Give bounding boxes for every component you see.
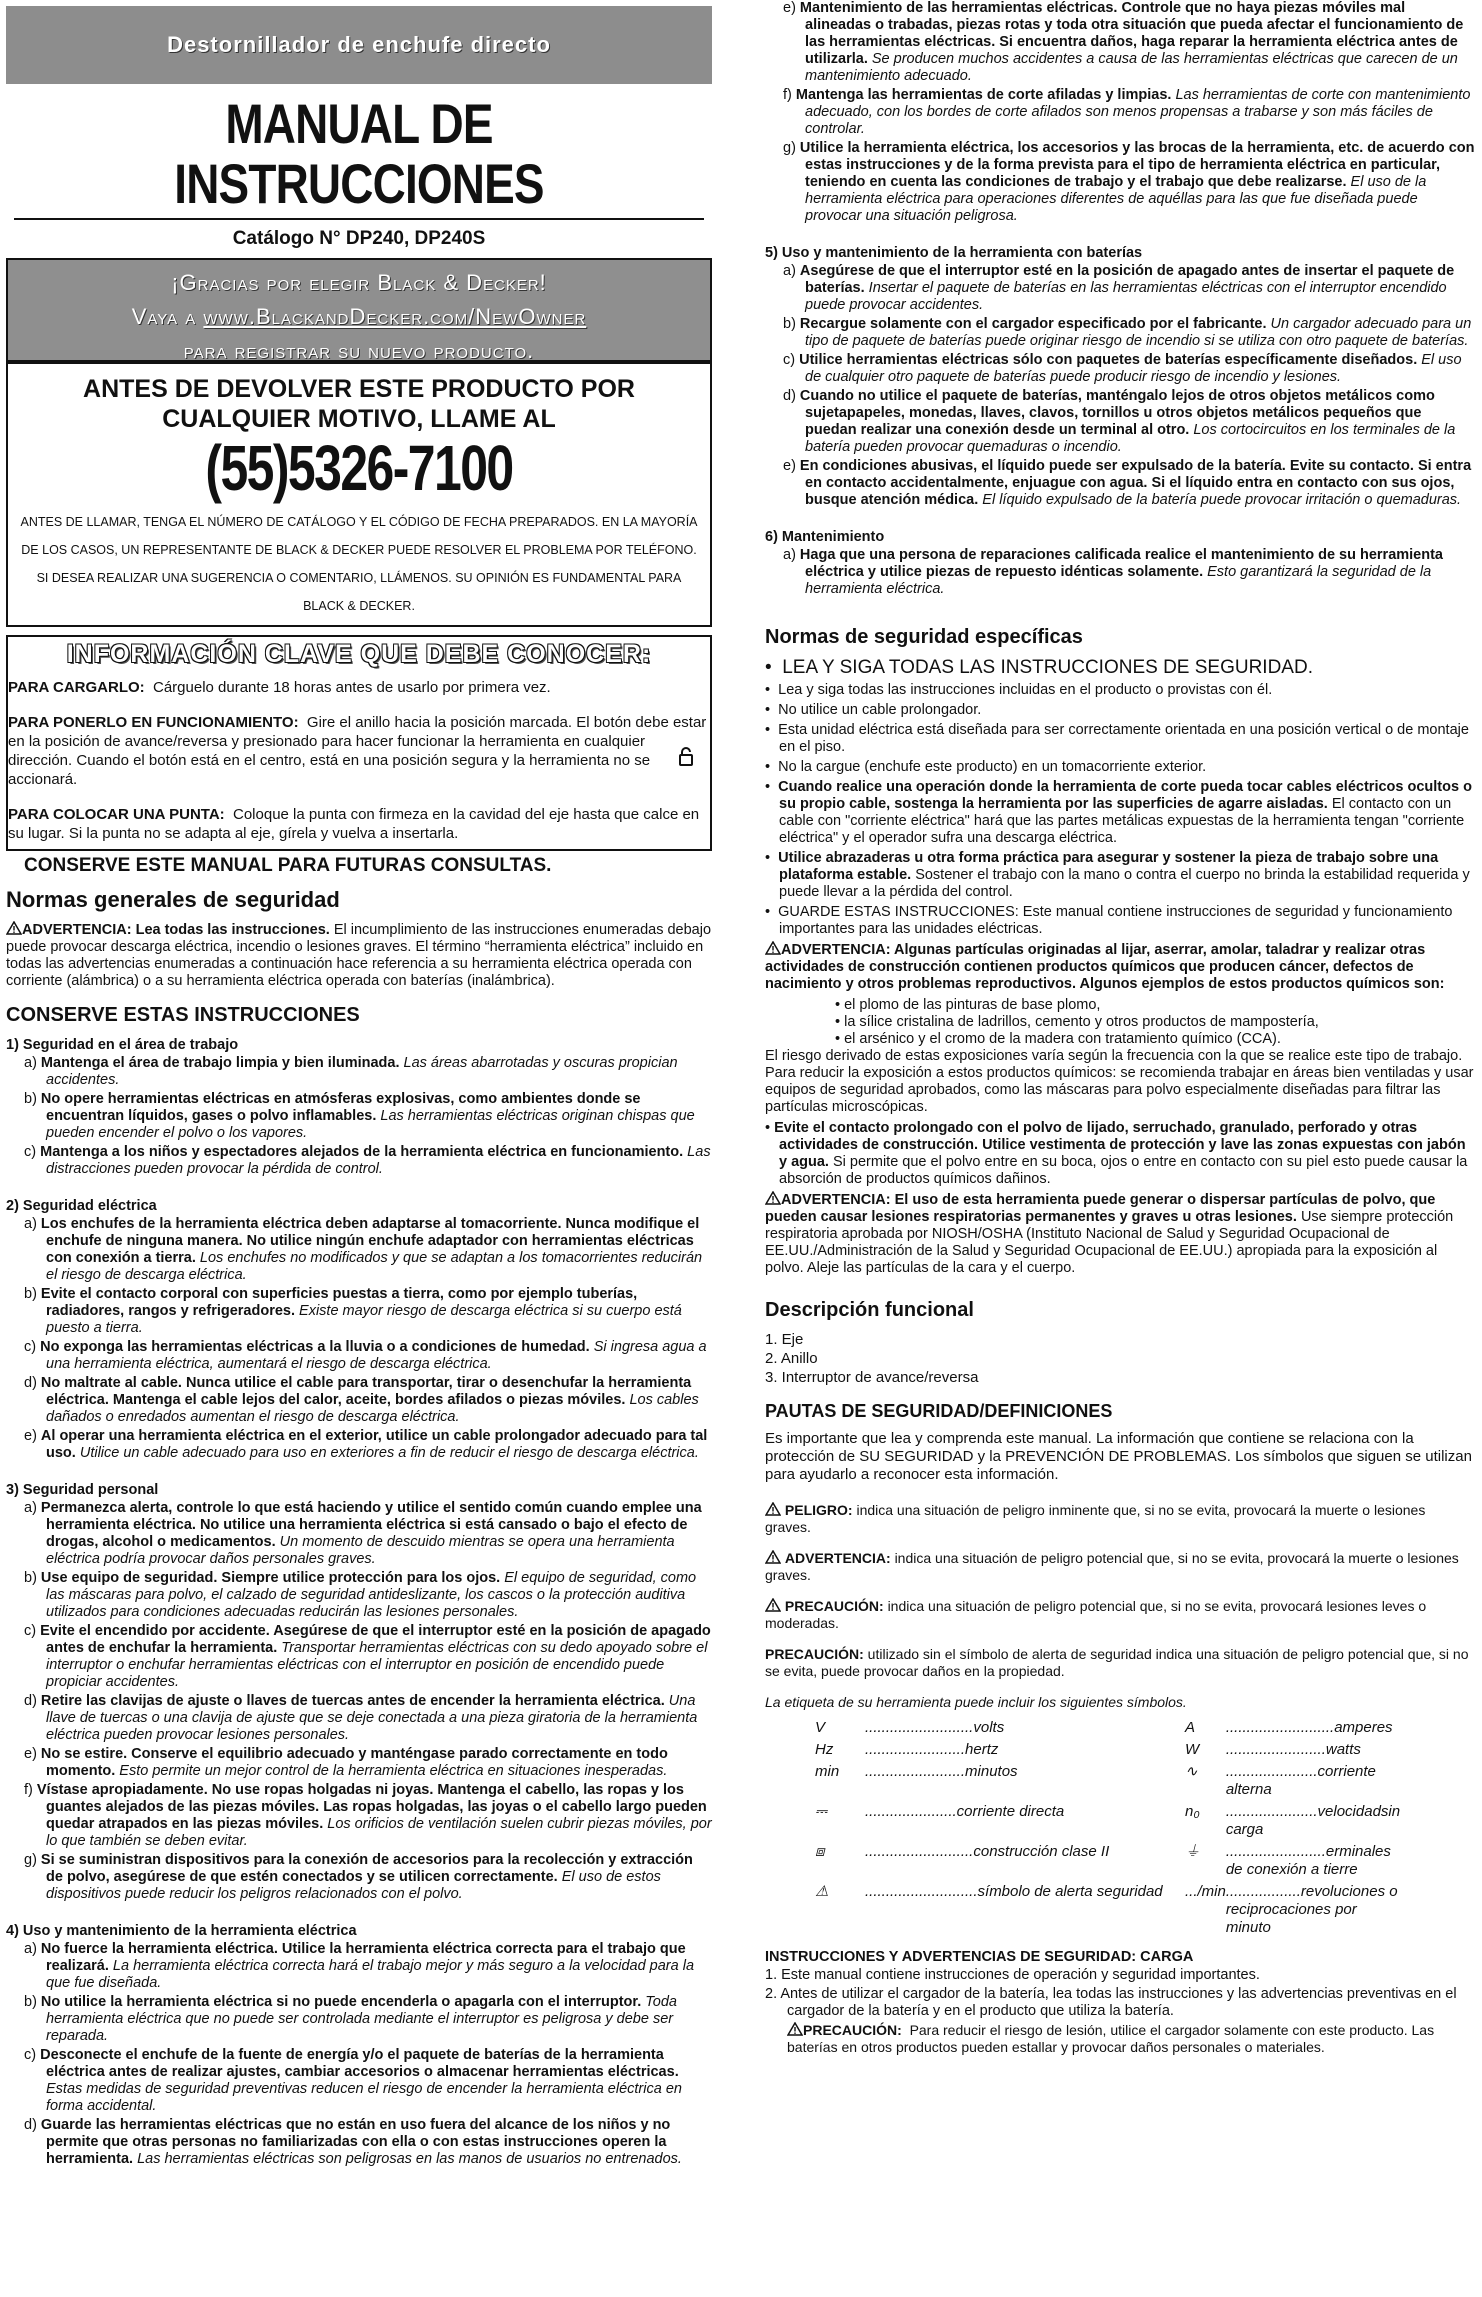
general-warning <box>6 921 712 990</box>
run-text: Gire el anillo hacia la posición marcada. El botón debe estar en la posición de avance/reversa y presionado para hacer funcionar la herramienta en cualquier dirección. Cuando el botón está en el centro, está en una posición segura y la herramienta no se accionará. <box>8 714 707 788</box>
avoid-bullet: • Evite el contacto prolongado con el polvo de lijado, serruchado, granulado, perforado y otras actividades de construcción. Utilice vestimenta de protección y lave las zonas expuestas con jabón y agua. Si permite que el polvo entre en su boca, ojos o entre en contacto con su piel esto puede causar la absorción de productos químicos dañinos. <box>765 1120 1468 1187</box>
symbol-left: ⎓ <box>815 1803 827 1820</box>
item-bold: Recargue solamente con el cargador especificado por el fabricante. <box>799 316 1267 332</box>
dust-warning-text: Use siempre protección respiratoria aprobada por NIOSH/OSHA (Instituto Nacional de Salud y Seguridad Ocupacional de EE.UU./Administración de la Salud y Seguridad Ocupacional de EE.UU.) apropiada para la exposición al polvo. Aleje las partículas de la cara y el cuerpo. <box>765 1209 1454 1276</box>
list-item <box>765 263 1475 314</box>
symbol-left: V <box>815 1719 826 1736</box>
symbols-intro: La etiqueta de su herramienta puede incluir los siguientes símbolos. <box>765 1694 1187 1710</box>
symbol-left-text: ........................minutos <box>865 1763 1018 1780</box>
item-letter: a) <box>783 263 800 279</box>
item-italic: Estas medidas de seguridad preventivas reducen el riesgo de encender la herramienta eléctrica en forma accidental. <box>46 2081 682 2114</box>
symbol-row <box>815 1881 1406 1939</box>
registration-box <box>6 258 712 362</box>
list-item <box>6 1216 712 1284</box>
precaucion-text: indica una situación de peligro potencial que, si no se evita, provocará lesiones leves o moderadas. <box>765 1598 1427 1631</box>
item-italic: Toda herramienta eléctrica que no puede ser controlada mediante el interruptor es peligrosa y debe ser reparada. <box>46 1994 677 2044</box>
carga-caution-label: PRECAUCIÓN: <box>803 2022 902 2038</box>
item-letter: a) <box>783 547 800 563</box>
item-bold: Haga que una persona de reparaciones calificada realice el mantenimiento de su herramienta eléctrica y utilice piezas de repuesto idénticas solamente. <box>799 547 1443 580</box>
symbol-left: ⚠ <box>815 1883 829 1900</box>
peligro-label: PELIGRO: <box>784 1502 853 1518</box>
spacer <box>765 227 1475 239</box>
item-letter: a) <box>24 1500 41 1516</box>
symbol-left: min <box>815 1763 840 1780</box>
run-label: PARA PONERLO EN FUNCIONAMIENTO: <box>8 714 299 731</box>
item-letter: g) <box>24 1852 41 1868</box>
item-italic: El uso de cualquier otro paquete de baterías puede producir riesgo de incendio y lesiones. <box>805 352 1462 385</box>
bullet-text: Esta unidad eléctrica está diseñada para ser correctamente orientada en una posición vertical o de montaje en el piso. <box>778 722 1469 755</box>
symbol-left-text: ..........................construcción clase II <box>865 1843 1110 1860</box>
tip-text: Coloque la punta con firmeza en la cavidad del eje hasta que calce en su lugar. Si la punta no se adapta al eje, gírela y vuelva a insertarla. <box>8 806 700 842</box>
item-letter: e) <box>783 458 800 474</box>
item-bold: Use equipo de seguridad. Siempre utilice protección para los ojos. <box>40 1570 501 1586</box>
symbol-right: A <box>1185 1719 1196 1736</box>
item-italic: Las herramientas eléctricas son peligrosas en las manos de usuarios no entrenados. <box>133 2151 682 2167</box>
list-item <box>6 1500 712 1568</box>
item-italic: Si ingresa agua a una herramienta eléctrica, aumentará el riesgo de descarga eléctrica. <box>46 1339 707 1372</box>
list-item <box>6 1941 712 1992</box>
item-bold: No se estire. Conserve el equilibrio adecuado y manténgase parado correctamente en todo momento. <box>40 1746 668 1779</box>
symbol-row <box>815 1841 1406 1881</box>
symbol-left: ⧈ <box>815 1843 825 1860</box>
tip-label: PARA COLOCAR UNA PUNTA: <box>8 806 225 823</box>
list-item <box>6 1782 712 1850</box>
bullet-item: • Esta unidad eléctrica está diseñada para ser correctamente orientada en una posición vertical o de montaje en el piso. <box>765 722 1469 755</box>
item-bold: Cuando no utilice el paquete de baterías, manténgalo lejos de otros objetos metálicos como sujetapapeles, monedas, llaves, clavos, tornillos u otros objetos metálicos pequeños que puedan realizar una conexión desde un terminal al otro. <box>799 388 1435 438</box>
dust-warning-bold: ADVERTENCIA: El uso de esta herramienta puede generar o dispersar partículas de polvo, que pueden causar lesiones respiratorias permanentes y graves u otras lesiones. <box>765 1192 1436 1225</box>
left-sections <box>6 1037 712 2182</box>
dust-warning <box>765 1191 1475 1277</box>
list-item <box>765 388 1475 456</box>
chem-warning-text: ADVERTENCIA: Algunas partículas originadas al lijar, aserrar, amolar, taladrar y realizar otras actividades de construcción contienen productos químicos que producen cáncer, defectos de nacimiento y otros problemas reproductivos. Algunos ejemplos de estos productos químicos son: <box>765 942 1445 992</box>
bullet-text: El contacto con un cable con "corriente eléctrica" hará que las partes metálicas expuestas de la herramienta tengan "corriente eléctrica" y el operador sufra una descarga eléctrica. <box>779 796 1465 846</box>
lead-text: LEA Y SIGA TODAS LAS INSTRUCCIONES DE SEGURIDAD. <box>782 657 1313 678</box>
bullet-bold: Utilice abrazaderas u otra forma práctica para asegurar y sostener la pieza de trabajo sobre una plataforma estable. <box>778 850 1439 883</box>
warning-icon <box>765 1550 781 1564</box>
carga-item: 1. Este manual contiene instrucciones de operación y seguridad importantes. <box>765 1967 1260 1983</box>
warning-icon <box>765 1502 781 1516</box>
item-bold: Mantenga a los niños y espectadores alejados de la herramienta eléctrica en funcionamiento. <box>40 1144 684 1160</box>
item-letter: b) <box>24 1570 41 1586</box>
symbol-right-text: ......................velocidadsin carga <box>1225 1803 1401 1838</box>
advertencia-label: ADVERTENCIA: <box>784 1550 891 1566</box>
symbol-right-text: ..................revoluciones o reciprocaciones por minuto <box>1225 1883 1398 1936</box>
warning-icon <box>6 921 22 935</box>
item-letter: d) <box>783 388 800 404</box>
left-column <box>6 0 712 2182</box>
item-italic: El líquido expulsado de la batería puede provocar irritación o quemaduras. <box>978 492 1462 508</box>
phone-number: (55)5326-7100 <box>205 432 513 504</box>
bullet-text: No utilice un cable prolongador. <box>778 702 982 718</box>
spacer <box>6 2170 712 2182</box>
bullet-item: • Utilice abrazaderas u otra forma práctica para asegurar y sostener la pieza de trabajo sobre una plataforma estable. Sostener el trabajo con la mano o contra el cuerpo no brinda la estabilidad requerida y puede llevar a la pérdida del control. <box>765 850 1470 900</box>
symbol-row <box>815 1739 1406 1761</box>
phone-heading: ANTES DE DEVOLVER ESTE PRODUCTO POR CUALQUIER MOTIVO, LLAME AL <box>83 375 635 433</box>
item-italic: Existe mayor riesgo de descarga eléctrica si su cuerpo está puesto a tierra. <box>46 1303 682 1336</box>
item-italic: Utilice un cable adecuado para uso en exteriores a fin de reducir el riesgo de descarga eléctrica. <box>75 1445 699 1461</box>
item-italic: El uso de la herramienta eléctrica para operaciones diferentes de aquéllas para las que fue diseñada puede provocar una situación peligrosa. <box>805 174 1427 224</box>
charge-text: Cárguelo durante 18 horas antes de usarlo por primera vez. <box>153 679 551 696</box>
section-title: 5) Uso y mantenimiento de la herramienta con baterías <box>765 245 1143 261</box>
pautas-title: PAUTAS DE SEGURIDAD/DEFINICIONES <box>765 1401 1113 1421</box>
description-item: 2. Anillo <box>765 1350 818 1367</box>
symbol-right-text: ..........................amperes <box>1225 1719 1393 1736</box>
spacer <box>6 1905 712 1917</box>
item-bold: No opere herramientas eléctricas en atmósferas explosivas, como ambientes donde se encuentran líquidos, gases o polvo inflamables. <box>40 1091 641 1124</box>
item-letter: f) <box>24 1782 37 1798</box>
item-bold: Si se suministran dispositivos para la conexión de accesorios para la recolección y extracción de polvo, asegúrese de que estén conectados y se utilicen correctamente. <box>40 1852 693 1885</box>
section-title: 1) Seguridad en el área de trabajo <box>6 1037 239 1053</box>
precaucion-label: PRECAUCIÓN: <box>784 1598 884 1614</box>
right-top-items <box>765 0 1475 225</box>
item-letter: d) <box>24 2117 41 2133</box>
bullet-text: GUARDE ESTAS INSTRUCCIONES: Este manual contiene instrucciones de seguridad y funcionamiento importantes para las unidades eléctricas. <box>778 904 1453 937</box>
bullet-text: Lea y siga todas las instrucciones incluidas en el producto o provistas con él. <box>778 682 1273 698</box>
carga-title: INSTRUCCIONES Y ADVERTENCIAS DE SEGURIDAD: CARGA <box>765 1949 1194 1965</box>
item-letter: d) <box>24 1375 41 1391</box>
item-bold: No fuerce la herramienta eléctrica. Utilice la herramienta eléctrica correcta para el trabajo que realizará. <box>40 1941 686 1974</box>
symbol-left-text: ..........................volts <box>865 1719 1005 1736</box>
symbol-right-text: ........................watts <box>1225 1741 1361 1758</box>
conserve-manual: CONSERVE ESTE MANUAL PARA FUTURAS CONSULTAS. <box>24 855 552 876</box>
item-letter: a) <box>24 1055 41 1071</box>
peligro-def <box>765 1502 1475 1536</box>
item-bold: Utilice la herramienta eléctrica, los accesorios y las brocas de la herramienta, etc. de acuerdo con estas instrucciones y de la forma prevista para el tipo de herramienta eléctrica en particular, teniendo en cuenta las condiciones de trabajo y el trabajo que debe realizarse. <box>799 140 1475 190</box>
bullet-item: • No la cargue (enchufe este producto) en un tomacorriente exterior. <box>765 759 1207 775</box>
item-italic: Los orificios de ventilación suelen cubrir piezas móviles, por lo que también se deben evitar. <box>46 1816 712 1849</box>
item-italic: La herramienta eléctrica correcta hará el trabajo mejor y más seguro a la velocidad para la que fue diseñada. <box>46 1958 695 1991</box>
list-item <box>6 1746 712 1780</box>
item-bold: Retire las clavijas de ajuste o llaves de tuercas antes de encender la herramienta eléctrica. <box>40 1693 665 1709</box>
symbol-left: Hz <box>815 1741 834 1758</box>
symbol-right-text: ......................corriente alterna <box>1225 1763 1376 1798</box>
item-letter: e) <box>783 0 800 16</box>
gracias-line2 <box>8 300 710 334</box>
item-letter: b) <box>24 1091 41 1107</box>
item-letter: c) <box>24 2047 41 2063</box>
item-italic: Insertar el paquete de baterías en las herramientas eléctricas con el interruptor encendido puede provocar accidentes. <box>805 280 1447 313</box>
spacer <box>6 1180 712 1192</box>
avoid-bold: Evite el contacto prolongado con el polvo de lijado, serruchado, granulado, perforado y otras actividades de construcción. Utilice vestimenta de protección y lave las zonas expuestas con jabón y agua. <box>774 1120 1466 1170</box>
item-bold: No maltrate al cable. Nunca utilice el cable para transportar, tirar o desenchufar la herramienta eléctrica. Mantenga el cable lejos del calor, aceite, bordes afilados o piezas móviles. <box>40 1375 692 1408</box>
key-info-box <box>6 635 712 851</box>
list-item <box>6 1570 712 1621</box>
list-item <box>6 1286 712 1337</box>
chemical-item: • el arsénico y el cromo de la madera con tratamiento químico (CCA). <box>835 1031 1281 1047</box>
run-info <box>8 713 710 789</box>
symbols-table <box>815 1717 1406 1939</box>
symbol-row <box>815 1801 1406 1841</box>
list-item <box>765 140 1475 225</box>
list-item <box>765 316 1475 350</box>
item-letter: a) <box>24 1941 41 1957</box>
spacer <box>6 1464 712 1476</box>
pautas-intro: Es importante que lea y comprenda este manual. La información que contiene se relaciona con la protección de SU SEGURIDAD y la PREVENCIÓN DE PROBLEMAS. Los símbolos que siguen se utilizan para ayudarlo a reconocer esta información. <box>765 1430 1472 1483</box>
gracias-line1: ¡Gracias por elegir Black & Decker! <box>171 270 547 295</box>
spacer <box>765 600 1475 612</box>
bullet-bold: Cuando realice una operación donde la herramienta de corte pueda tocar cables eléctricos ocultos o su propio cable, sostenga la herramienta por las superficies de agarre aisladas. <box>778 779 1472 812</box>
section-title: 6) Mantenimiento <box>765 529 885 545</box>
especificas-title: Normas de seguridad específicas <box>765 626 1083 648</box>
item-bold: No utilice la herramienta eléctrica si no puede encenderla o apagarla con el interruptor. <box>40 1994 642 2010</box>
precaucion2-text: utilizado sin el símbolo de alerta de seguridad indica una situación de peligro potencial que, si no se evita, puede provocar daños en la propiedad. <box>765 1646 1469 1679</box>
peligro-text: indica una situación de peligro inminente que, si no se evita, provocará la muerte o lesiones graves. <box>765 1502 1426 1535</box>
item-letter: e) <box>24 1428 41 1444</box>
avoid-text: Si permite que el polvo entre en su boca, ojos o entre en contacto con su piel esto puede causar la absorción de productos químicos dañinos. <box>779 1154 1468 1187</box>
symbol-left-text: ...........................símbolo de alerta seguridad <box>865 1883 1163 1900</box>
advertencia-text: indica una situación de peligro potencial que, si no se evita, provocará la muerte o lesiones graves. <box>765 1550 1459 1583</box>
gracias-line3: para registrar su nuevo producto. <box>183 338 535 363</box>
chemical-item: • la sílice cristalina de ladrillos, cemento y otros productos de mampostería, <box>835 1014 1319 1030</box>
warning-label: ADVERTENCIA: Lea todas las instrucciones. <box>22 922 330 938</box>
item-bold: No exponga las herramientas eléctricas a la lluvia o a condiciones de humedad. <box>40 1339 590 1355</box>
item-italic: Las herramientas eléctricas originan chispas que pueden encender el polvo o los vapores. <box>46 1108 695 1141</box>
section-title: 3) Seguridad personal <box>6 1482 159 1498</box>
catalog-number: Catálogo N° DP240, DP240S <box>232 228 486 249</box>
list-item <box>6 1091 712 1142</box>
precaucion2-def <box>765 1646 1475 1680</box>
precaucion2-label: PRECAUCIÓN: <box>765 1646 864 1662</box>
list-item <box>6 1144 712 1178</box>
item-italic: Las herramientas de corte con mantenimiento adecuado, con los bordes de corte afilados son menos propensas a trabarse y son más fáciles de controlar. <box>805 87 1471 137</box>
item-bold: Mantenimiento de las herramientas eléctricas. Controle que no haya piezas móviles mal alineadas o trabadas, piezas rotas y toda otra situación que pueda afectar el funcionamiento de las herramientas eléctricas. Si encuentra daños, haga reparar la herramienta eléctrica antes de utilizarla. <box>799 0 1464 67</box>
list-item <box>6 2047 712 2115</box>
warning-icon <box>765 941 781 955</box>
carga-caution <box>765 2022 1475 2056</box>
item-italic: Un momento de descuido mientras se opera una herramienta eléctrica podría provocar daños personales graves. <box>46 1534 675 1567</box>
bullet-text: Sostener el trabajo con la mano o contra el cuerpo no brinda la estabilidad requerida y puede llevar a la pérdida del control. <box>779 867 1470 900</box>
key-info-title: INFORMACIÓN CLAVE QUE DEBE CONOCER: <box>66 640 652 668</box>
item-bold: Vístase apropiadamente. No use ropas holgadas ni joyas. Mantenga el cabello, las ropas y los guantes alejados de las piezas móviles. Las ropas holgadas, las joyas o el cabello largo pueden quedar atrapados en las piezas móviles. <box>36 1782 707 1832</box>
risk-text: El riesgo derivado de estas exposiciones varía según la frecuencia con la que se realice este tipo de trabajo. Para reducir la exposición a estos productos químicos: se recomienda trabajar en áreas bien ventiladas y usar equipos de seguridad aprobados, como las máscaras para polvo especialmente diseñadas para filtrar las partículas microscópicas. <box>765 1048 1474 1115</box>
item-bold: Mantenga las herramientas de corte afiladas y limpias. <box>795 87 1172 103</box>
item-italic: Las áreas abarrotadas y oscuras propician accidentes. <box>46 1055 678 1088</box>
conserve-instructions: CONSERVE ESTAS INSTRUCCIONES <box>6 1004 360 1026</box>
chemical-item: • el plomo de las pinturas de base plomo, <box>835 997 1101 1013</box>
item-bold: En condiciones abusivas, el líquido puede ser expulsado de la batería. Evite su contacto. Si entra en contacto accidentalmente, enjuague con agua. Si el líquido entra en contacto con sus ojos, busque atención médica. <box>799 458 1472 508</box>
item-bold: Evite el contacto corporal con superficies puestas a tierra, como por ejemplo tuberías, radiadores, rangos y refrigeradores. <box>40 1286 638 1319</box>
description-item: 3. Interruptor de avance/reversa <box>765 1369 979 1386</box>
symbol-right: .../min <box>1185 1883 1226 1900</box>
item-letter: f) <box>783 87 796 103</box>
list-item <box>6 1055 712 1089</box>
list-item <box>6 1994 712 2045</box>
list-item <box>765 87 1475 138</box>
symbol-left-text: ........................hertz <box>865 1741 999 1758</box>
item-bold: Desconecte el enchufe de la fuente de energía y/o el paquete de baterías de la herramienta eléctrica antes de realizar ajustes, cambiar accesorios o almacenar herramientas eléctricas. <box>40 2047 679 2080</box>
tip-info <box>8 805 710 843</box>
item-letter: c) <box>783 352 800 368</box>
carga-item: 2. Antes de utilizar el cargador de la batería, lea todas las instrucciones y las advertencias preventivas en el cargador de la batería y en el producto que utiliza la batería. <box>765 1986 1457 2019</box>
especificas-lead: • LEA Y SIGA TODAS LAS INSTRUCCIONES DE SEGURIDAD. <box>765 657 1313 678</box>
especificas-bullets <box>765 682 1475 938</box>
lock-icon <box>678 746 694 766</box>
carga-list <box>765 1967 1475 2020</box>
item-letter: c) <box>24 1623 41 1639</box>
item-letter: c) <box>24 1144 41 1160</box>
item-italic: Transportar herramientas eléctricas con su dedo apoyado sobre el interruptor o enchufar herramientas eléctricas con el interruptor en posición de encendido puede propiciar accidentes. <box>46 1640 708 1690</box>
bullet-text: No la cargue (enchufe este producto) en un tomacorriente exterior. <box>778 759 1207 775</box>
title-divider <box>14 218 704 220</box>
charge-info <box>8 678 710 697</box>
list-item <box>765 547 1475 598</box>
item-letter: b) <box>783 316 800 332</box>
symbol-right: ∿ <box>1185 1763 1198 1780</box>
bullet-item: • GUARDE ESTAS INSTRUCCIONES: Este manual contiene instrucciones de seguridad y funcionamiento importantes para las unidades eléctricas. <box>765 904 1453 937</box>
item-bold: Utilice herramientas eléctricas sólo con paquetes de baterías específicamente diseñados. <box>799 352 1418 368</box>
item-italic: Un cargador adecuado para un tipo de paquete de baterías puede originar riesgo de incendio si se utiliza con otro paquete de baterías. <box>805 316 1472 349</box>
list-item <box>6 1375 712 1426</box>
symbol-right-text: ........................erminales de conexión a tierre <box>1225 1843 1391 1878</box>
item-italic: Las distracciones pueden provocar la pérdida de control. <box>46 1144 711 1177</box>
symbol-right: W <box>1185 1741 1200 1758</box>
item-bold: Asegúrese de que el interruptor esté en la posición de apagado antes de insertar el paquete de baterías. <box>799 263 1455 296</box>
section-title: 2) Seguridad eléctrica <box>6 1198 157 1214</box>
section-title: 4) Uso y mantenimiento de la herramienta eléctrica <box>6 1923 357 1939</box>
right-column <box>765 0 1475 2070</box>
item-bold: Guarde las herramientas eléctricas que no están en uso fuera del alcance de los niños y no permite que otras personas no familiarizadas con ella o con estas instrucciones operen la herramienta. <box>40 2117 671 2167</box>
advertencia-def <box>765 1550 1475 1584</box>
list-item <box>6 1339 712 1373</box>
list-item <box>6 1623 712 1691</box>
list-item <box>6 1852 712 1903</box>
symbol-left-text: ......................corriente directa <box>865 1803 1065 1820</box>
list-item <box>6 1428 712 1462</box>
symbol-right: n₀ <box>1185 1803 1200 1820</box>
charge-label: PARA CARGARLO: <box>8 679 145 696</box>
item-letter: d) <box>24 1693 41 1709</box>
item-italic: Los cables dañados o enredados aumentan el riesgo de descarga eléctrica. <box>46 1392 699 1425</box>
warning-text: El incumplimiento de las instrucciones enumeradas debajo puede provocar descarga eléctrica, incendio o lesiones graves. El término “herramienta eléctrica” incluido en todas las advertencias enumeradas a continuación hace referencia a su herramienta eléctrica operada con corriente (alámbrica) o a su herramienta eléctrica operada con baterías (inalámbrica). <box>6 922 712 989</box>
symbol-row <box>815 1761 1406 1801</box>
item-letter: e) <box>24 1746 41 1762</box>
chem-warning <box>765 941 1475 993</box>
item-letter: b) <box>24 1994 41 2010</box>
warning-icon <box>765 1191 781 1205</box>
item-italic: El equipo de seguridad, como las máscaras para polvo, el calzado de seguridad antideslizante, los cascos o la protección auditiva utilizados para condiciones adecuadas reducirán las lesiones personales. <box>46 1570 697 1620</box>
phone-box <box>6 362 712 627</box>
list-item <box>765 0 1475 85</box>
item-italic: Los cortocircuitos en los terminales de la batería pueden provocar quemaduras o incendio. <box>805 422 1456 455</box>
item-letter: a) <box>24 1216 41 1232</box>
product-banner: Destornillador de enchufe directo <box>6 6 712 84</box>
item-bold: Mantenga el área de trabajo limpia y bien iluminada. <box>40 1055 400 1071</box>
item-italic: Esto garantizará la seguridad de la herramienta eléctrica. <box>805 564 1432 597</box>
descripcion-list <box>765 1330 1475 1387</box>
item-italic: El uso de estos dispositivos puede reducir los peligros relacionados con el polvo. <box>46 1869 661 1902</box>
warning-icon <box>787 2022 803 2036</box>
list-item <box>765 458 1475 509</box>
item-italic: Esto permite un mejor control de la herramienta eléctrica en situaciones inesperadas. <box>115 1763 668 1779</box>
list-item <box>765 352 1475 386</box>
item-bold: Los enchufes de la herramienta eléctrica deben adaptarse al tomacorriente. Nunca modifique el enchufe de ninguna manera. No utilice ningún enchufe adaptador con herramientas eléctricas con conexión a tierra. <box>40 1216 700 1266</box>
item-bold: Al operar una herramienta eléctrica en el exterior, utilice un cable prolongador adecuado para tal uso. <box>40 1428 708 1461</box>
gracias-prefix: Vaya a <box>131 304 204 329</box>
symbol-row <box>815 1717 1406 1739</box>
normas-generales-title: Normas generales de seguridad <box>6 887 340 912</box>
registration-link[interactable]: www.BlackandDecker.com/NewOwner <box>203 304 587 329</box>
item-letter: c) <box>24 1339 41 1355</box>
bullet-item: • No utilice un cable prolongador. <box>765 702 982 718</box>
carga-caution-text: Para reducir el riesgo de lesión, utilice el cargador solamente con este producto. Las baterías en otros productos pueden estallar y provocar daños personales o materiales. <box>787 2022 1435 2055</box>
list-item <box>6 1693 712 1744</box>
item-bold: Evite el encendido por accidente. Asegúrese de que el interruptor esté en la posición de apagado antes de enchufar la herramienta. <box>40 1623 711 1656</box>
symbol-right: ⏚ <box>1185 1843 1201 1860</box>
item-italic: Se producen muchos accidentes a causa de las herramientas eléctricas que carecen de un mantenimiento adecuado. <box>805 51 1458 84</box>
warning-icon <box>765 1598 781 1612</box>
precaucion-def <box>765 1598 1475 1632</box>
right-sections <box>765 245 1475 612</box>
descripcion-title: Descripción funcional <box>765 1299 974 1321</box>
item-bold: Permanezca alerta, controle lo que está haciendo y utilice el sentido común cuando emplee una herramienta eléctrica. No utilice una herramienta eléctrica si está cansado o bajo el efecto de drogas, alcohol o medicamentos. <box>40 1500 702 1550</box>
item-letter: g) <box>783 140 800 156</box>
list-item <box>6 2117 712 2168</box>
spacer <box>765 511 1475 523</box>
description-item: 1. Eje <box>765 1331 804 1348</box>
manual-title: MANUAL DE INSTRUCCIONES <box>174 92 544 215</box>
bullet-item: • Cuando realice una operación donde la herramienta de corte pueda tocar cables eléctricos ocultos o su propio cable, sostenga la herramienta por las superficies de agarre aisladas. El contacto con un cable con "corriente eléctrica" hará que las partes metálicas expuestas de la herramienta tengan "corriente eléctrica" y el operador sufra una descarga eléctrica. <box>765 779 1472 846</box>
bullet-item: • Lea y siga todas las instrucciones incluidas en el producto o provistas con él. <box>765 682 1273 698</box>
item-letter: b) <box>24 1286 41 1302</box>
phone-text: ANTES DE LLAMAR, TENGA EL NÚMERO DE CATÁLOGO Y EL CÓDIGO DE FECHA PREPARADOS. EN LA MAYORÍA DE LOS CASOS, UN REPRESENTANTE DE BLACK & DECKER PUEDE RESOLVER EL PROBLEMA POR TELÉFONO. SI DESEA REALIZAR UNA SUGERENCIA O COMENTARIO, LLÁMENOS. SU OPINIÓN ES FUNDAMENTAL PARA BLACK & DECKER. <box>20 515 698 613</box>
chemicals-list <box>765 997 1475 1048</box>
item-italic: Los enchufes no modificados y que se adaptan a los tomacorrientes reducirán el riesgo de descarga eléctrica. <box>46 1250 703 1283</box>
item-italic: Una llave de tuercas o una clavija de ajuste que se deje conectada a una pieza giratoria de la herramienta eléctrica pueden provocar lesiones personales. <box>46 1693 698 1743</box>
